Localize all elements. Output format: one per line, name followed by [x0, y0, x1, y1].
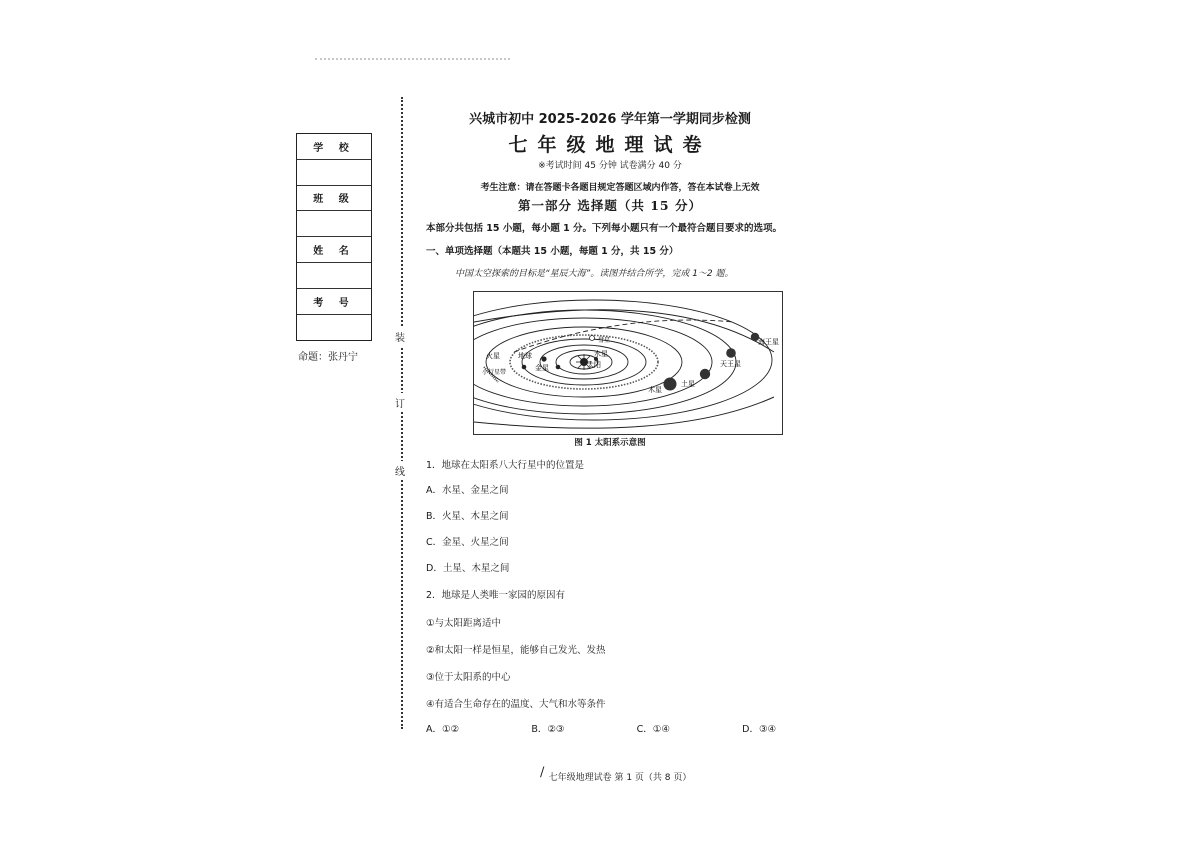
binding-char-zhuang: 装	[395, 327, 405, 346]
info-label-school: 学 校	[297, 134, 371, 160]
question-2-stem: 2．地球是人类唯一家园的原因有	[426, 590, 566, 601]
jupiter-planet	[664, 378, 677, 391]
exam-title: 兴城市初中 2025-2026 学年第一学期同步检测	[469, 112, 751, 127]
student-info-box	[296, 133, 372, 341]
question-1-option-d[interactable]: D．土星、木星之间	[426, 563, 510, 574]
binding-char-ding: 订	[395, 393, 405, 412]
exam-info: ※考试时间 45 分钟 试卷满分 40 分	[538, 161, 682, 171]
question-2-choice-a[interactable]: A．①②	[426, 724, 460, 735]
label-earth: 地球	[518, 352, 532, 360]
question-2-choice-d[interactable]: D．③④	[742, 724, 776, 735]
earth-planet	[541, 356, 546, 361]
question-lead: 中国太空探索的目标是“星辰大海”。读图并结合所学，完成 1～2 题。	[455, 269, 734, 279]
question-1-option-c[interactable]: C．金星、火星之间	[426, 537, 509, 548]
top-edge-line	[315, 58, 510, 60]
label-saturn: 土星	[681, 380, 695, 388]
section-heading: 一、单项选择题（本题共 15 小题，每题 1 分，共 15 分）	[426, 246, 679, 257]
question-1-option-b[interactable]: B．火星、木星之间	[426, 511, 509, 522]
label-venus: 金星	[535, 364, 549, 372]
info-blank-number[interactable]	[297, 315, 371, 341]
question-2-choices	[426, 721, 776, 735]
binding-dotted-line	[401, 97, 403, 729]
solar-system-diagram	[474, 292, 783, 435]
info-label-class: 班 级	[297, 186, 371, 212]
question-1-stem: 1．地球在太阳系八大行星中的位置是	[426, 460, 585, 471]
info-blank-class[interactable]	[297, 211, 371, 237]
outer-arc-top	[474, 310, 774, 352]
question-2-choice-c[interactable]: C．①④	[636, 724, 670, 735]
saturn-planet	[700, 369, 710, 379]
question-2-statement-4: ④有适合生命存在的温度、大气和水等条件	[426, 699, 606, 710]
label-sun: 太阳	[587, 361, 601, 369]
solar-system-figure	[473, 291, 783, 435]
question-2-statement-3: ③位于太阳系的中心	[426, 672, 511, 683]
uranus-planet	[726, 348, 736, 358]
comet-head	[590, 336, 595, 341]
question-1-option-a[interactable]: A．水星、金星之间	[426, 485, 509, 496]
label-asteroid-belt: 小行星带	[482, 369, 507, 376]
label-jupiter: 木星	[648, 386, 662, 394]
page-footer: 七年级地理试卷 第 1 页（共 8 页）	[548, 773, 692, 783]
label-mercury: 水星	[594, 350, 608, 358]
paper-title: 七年级地理试卷	[508, 134, 712, 156]
figure-caption: 图 1 太阳系示意图	[574, 438, 646, 448]
label-mars: 火星	[486, 352, 500, 360]
info-label-number: 考 号	[297, 289, 371, 315]
comet-path	[514, 320, 734, 352]
info-blank-school[interactable]	[297, 160, 371, 186]
mars-planet	[522, 365, 527, 370]
binding-char-xian: 线	[395, 461, 405, 480]
footer-mark: /	[540, 765, 545, 780]
info-blank-name[interactable]	[297, 263, 371, 289]
label-comet: 彗星	[598, 337, 611, 344]
question-2-statement-2: ②和太阳一样是恒星，能够自己发光、发热	[426, 645, 606, 656]
author-credit: 命题：张丹宁	[298, 352, 358, 363]
exam-notice: 考生注意：请在答题卡各题目规定答题区域内作答，答在本试卷上无效	[480, 183, 760, 193]
question-2-choice-b[interactable]: B．②③	[531, 724, 565, 735]
label-neptune: 海王星	[758, 338, 779, 346]
venus-planet	[556, 365, 561, 370]
label-uranus: 天王星	[720, 360, 741, 368]
info-label-name: 姓 名	[297, 237, 371, 263]
question-2-statement-1: ①与太阳距离适中	[426, 618, 502, 629]
part1-title: 第一部分 选择题（共 15 分）	[518, 198, 702, 213]
part1-intro: 本部分共包括 15 小题，每小题 1 分。下列每小题只有一个最符合题目要求的选项。	[426, 223, 783, 234]
